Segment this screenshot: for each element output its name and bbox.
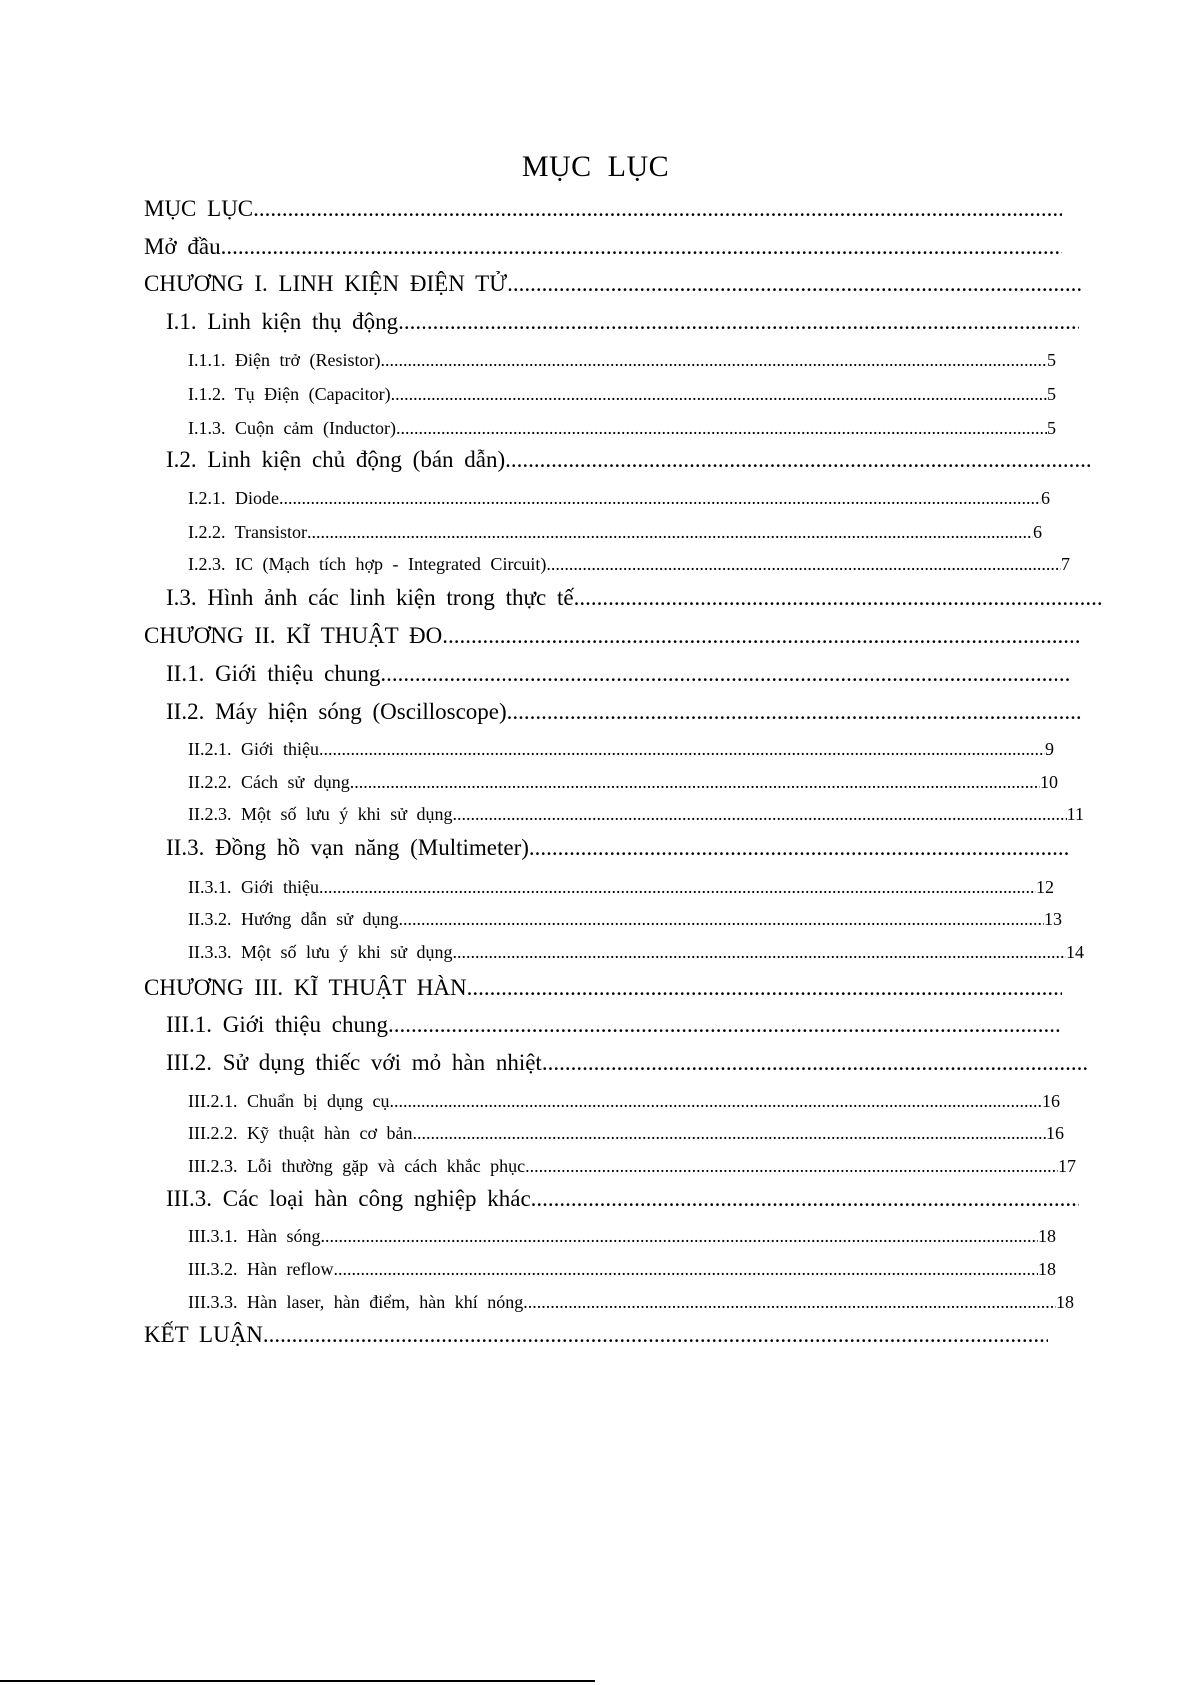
- table-of-contents: [0, 193, 1191, 1353]
- toc-leader-dots: [529, 832, 1069, 864]
- toc-entry-label: I.2.1. Diode: [188, 488, 279, 508]
- toc-entry-label: CHƯƠNG III. KĨ THUẬT HÀN: [144, 975, 467, 1000]
- toc-entry-page: 7: [1061, 554, 1070, 574]
- toc-leader-dots: [507, 696, 1083, 728]
- toc-entry-page: 6: [1041, 488, 1050, 508]
- toc-entry[interactable]: [188, 413, 1056, 443]
- toc-entry-page: 16: [1046, 1123, 1064, 1143]
- toc-entry-page: 18: [1038, 1259, 1056, 1279]
- toc-entry[interactable]: [188, 379, 1056, 409]
- toc-entry[interactable]: [188, 872, 1054, 902]
- toc-entry[interactable]: [166, 1009, 1060, 1041]
- toc-entry-label: MỤC LỤC: [144, 196, 254, 221]
- toc-entry-label: II.2.3. Một số lưu ý khi sử dụng: [188, 804, 453, 824]
- toc-entry[interactable]: [144, 268, 1082, 300]
- toc-leader-dots: [221, 231, 1062, 263]
- toc-entry[interactable]: [188, 345, 1056, 375]
- toc-entry-page: 18: [1056, 1292, 1074, 1312]
- toc-leader-dots: [453, 799, 1067, 829]
- toc-entry-label: II.2. Máy hiện sóng (Oscilloscope): [166, 699, 507, 724]
- toc-leader-dots: [505, 444, 1091, 476]
- toc-leader-dots: [507, 268, 1082, 300]
- toc-leader-dots: [389, 1086, 1042, 1116]
- toc-entry-label: III.2.3. Lỗi thường gặp và cách khắc phục: [188, 1156, 526, 1176]
- toc-entry-label: II.2.1. Giới thiệu: [188, 739, 319, 759]
- toc-entry[interactable]: [166, 696, 1083, 728]
- toc-entry-page: 14: [1066, 942, 1084, 962]
- toc-entry[interactable]: [188, 1287, 1074, 1317]
- toc-entry[interactable]: [188, 483, 1050, 513]
- toc-entry[interactable]: [166, 582, 1103, 614]
- toc-entry-label: III.1. Giới thiệu chung: [166, 1012, 388, 1037]
- toc-entry[interactable]: [188, 1151, 1076, 1181]
- toc-leader-dots: [442, 620, 1079, 652]
- toc-entry[interactable]: [144, 972, 1062, 1004]
- toc-entry-label: I.2.2. Transistor: [188, 522, 308, 542]
- toc-entry-page: 6: [1033, 522, 1042, 542]
- toc-entry[interactable]: [188, 1086, 1060, 1116]
- toc-entry-label: I.2. Linh kiện chủ động (bán dẫn): [166, 447, 506, 472]
- toc-entry[interactable]: [166, 444, 1091, 476]
- toc-entry-page: 11: [1066, 804, 1084, 824]
- toc-entry-label: Mở đầu: [144, 234, 221, 259]
- toc-entry[interactable]: [188, 734, 1054, 764]
- toc-entry[interactable]: [144, 1319, 1048, 1351]
- toc-entry-page: 16: [1042, 1091, 1060, 1111]
- toc-leader-dots: [319, 872, 1036, 902]
- toc-entry-label: II.3.1. Giới thiệu: [188, 877, 319, 897]
- toc-leader-dots: [333, 1254, 1038, 1284]
- toc-entry-page: 9: [1045, 739, 1054, 759]
- toc-entry-label: II.3.2. Hướng dẫn sử dụng: [188, 909, 399, 929]
- toc-entry-label: III.3.3. Hàn laser, hàn điểm, hàn khí nóng: [188, 1292, 524, 1312]
- toc-entry-page: 5: [1047, 418, 1056, 438]
- toc-entry-label: CHƯƠNG II. KĨ THUẬT ĐO: [144, 623, 443, 648]
- toc-entry-label: II.1. Giới thiệu chung: [166, 661, 381, 686]
- toc-entry[interactable]: [188, 767, 1058, 797]
- toc-entry-label: III.3.2. Hàn reflow: [188, 1259, 334, 1279]
- toc-leader-dots: [381, 345, 1048, 375]
- toc-entry[interactable]: [188, 1118, 1064, 1148]
- toc-entry[interactable]: [144, 231, 1062, 263]
- toc-entry-label: III.2. Sử dụng thiếc với mỏ hàn nhiệt: [166, 1050, 542, 1075]
- toc-leader-dots: [253, 193, 1062, 225]
- toc-entry[interactable]: [166, 306, 1079, 338]
- toc-entry[interactable]: [144, 193, 1062, 225]
- toc-leader-dots: [453, 937, 1066, 967]
- toc-leader-dots: [350, 767, 1040, 797]
- toc-entry-page: 5: [1047, 384, 1056, 404]
- toc-leader-dots: [574, 582, 1103, 614]
- toc-entry[interactable]: [144, 620, 1079, 652]
- toc-entry-page: 18: [1038, 1226, 1056, 1246]
- toc-entry-label: I.1.2. Tụ Điện (Capacitor): [188, 384, 391, 404]
- toc-entry[interactable]: [166, 1183, 1079, 1215]
- toc-entry-page: 12: [1036, 877, 1054, 897]
- toc-entry-label: III.2.1. Chuẩn bị dụng cụ: [188, 1091, 390, 1111]
- toc-leader-dots: [391, 379, 1047, 409]
- toc-leader-dots: [388, 1009, 1060, 1041]
- toc-entry-page: 10: [1040, 772, 1058, 792]
- toc-leader-dots: [399, 904, 1044, 934]
- toc-leader-dots: [546, 549, 1061, 579]
- toc-entry-label: III.3.1. Hàn sóng: [188, 1226, 321, 1246]
- toc-entry-label: I.3. Hình ảnh các linh kiện trong thực tế: [166, 585, 574, 610]
- toc-leader-dots: [467, 972, 1062, 1004]
- toc-leader-dots: [412, 1118, 1046, 1148]
- toc-leader-dots: [542, 1047, 1088, 1079]
- toc-leader-dots: [531, 1183, 1079, 1215]
- toc-leader-dots: [396, 413, 1047, 443]
- toc-entry-label: I.2.3. IC (Mạch tích hợp - Integrated Circuit): [188, 554, 547, 574]
- toc-entry-label: KẾT LUẬN: [144, 1322, 263, 1347]
- toc-entry[interactable]: [166, 658, 1072, 690]
- footer-rule: [0, 1680, 595, 1682]
- toc-entry-label: I.1. Linh kiện thụ động: [166, 309, 399, 334]
- toc-entry-label: III.3. Các loại hàn công nghiệp khác: [166, 1186, 531, 1211]
- toc-entry-label: II.3.3. Một số lưu ý khi sử dụng: [188, 942, 453, 962]
- toc-entry[interactable]: [188, 517, 1042, 547]
- toc-entry[interactable]: [188, 799, 1084, 829]
- toc-leader-dots: [398, 306, 1079, 338]
- toc-leader-dots: [319, 734, 1045, 764]
- toc-entry[interactable]: [188, 1221, 1056, 1251]
- toc-entry-label: I.1.3. Cuộn cảm (Inductor): [188, 418, 396, 438]
- toc-leader-dots: [320, 1221, 1038, 1251]
- toc-entry[interactable]: [188, 549, 1070, 579]
- toc-leader-dots: [523, 1287, 1056, 1317]
- toc-entry[interactable]: [166, 1047, 1088, 1079]
- toc-entry-label: I.1.1. Điện trở (Resistor): [188, 350, 381, 370]
- toc-entry[interactable]: [188, 937, 1084, 967]
- toc-leader-dots: [380, 658, 1072, 690]
- page-title: MỤC LỤC: [521, 150, 670, 183]
- toc-leader-dots: [263, 1319, 1048, 1351]
- toc-entry[interactable]: [166, 832, 1069, 864]
- toc-entry-label: III.2.2. Kỹ thuật hàn cơ bản: [188, 1123, 413, 1143]
- toc-entry[interactable]: [188, 1254, 1056, 1284]
- toc-entry-label: CHƯƠNG I. LINH KIỆN ĐIỆN TỬ: [144, 271, 508, 296]
- toc-entry-page: 17: [1058, 1156, 1076, 1176]
- toc-entry-page: 13: [1044, 909, 1062, 929]
- toc-entry-label: II.3. Đồng hồ vạn năng (Multimeter): [166, 835, 529, 860]
- toc-leader-dots: [307, 517, 1033, 547]
- toc-leader-dots: [279, 483, 1041, 513]
- toc-leader-dots: [525, 1151, 1058, 1181]
- toc-entry-page: 5: [1047, 350, 1056, 370]
- toc-entry-label: II.2.2. Cách sử dụng: [188, 772, 350, 792]
- toc-entry[interactable]: [188, 904, 1062, 934]
